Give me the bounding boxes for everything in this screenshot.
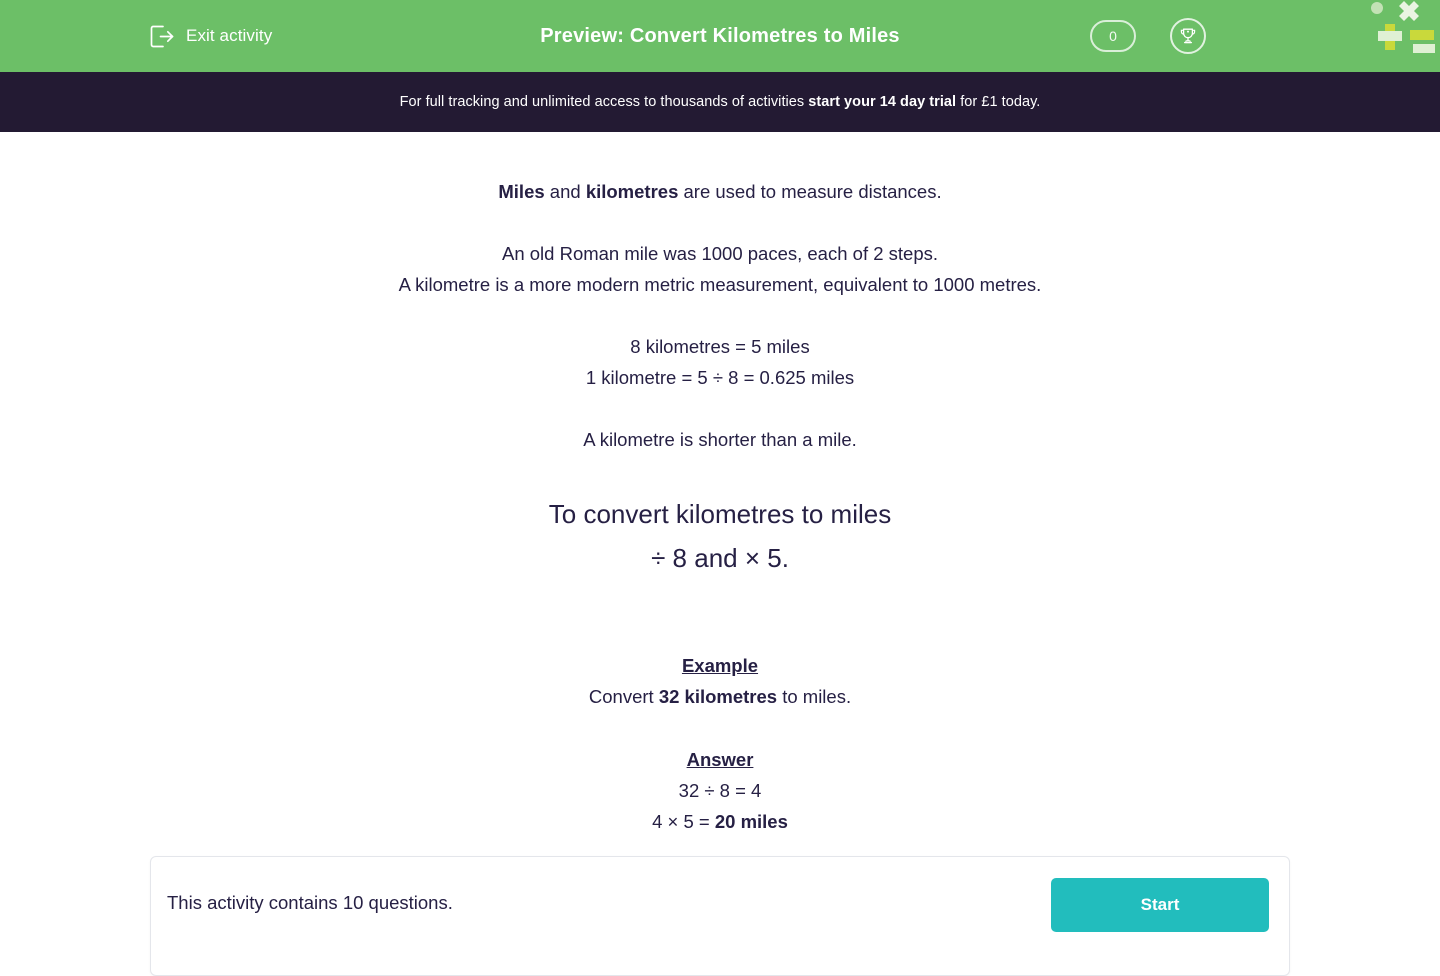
exit-door-arrow-icon	[149, 24, 175, 49]
exit-activity-label: Exit activity	[186, 26, 273, 45]
convert-heading-line-1: To convert kilometres to miles	[548, 499, 892, 529]
example-prefix: Convert	[588, 686, 659, 707]
roman-mile-line: An old Roman mile was 1000 paces, each of 2 steps.	[501, 243, 939, 264]
intro-mid: and	[544, 181, 586, 202]
example-line	[0, 681, 1440, 712]
answer-heading: Answer	[686, 749, 754, 770]
metric-line: A kilometre is a more modern metric measurement, equivalent to 1000 metres.	[398, 274, 1042, 295]
spacer-2	[0, 712, 1440, 744]
exit-activity-button[interactable]	[149, 0, 272, 72]
answer-line-1: 32 ÷ 8 = 4	[678, 780, 762, 801]
trophy-button[interactable]	[1170, 18, 1206, 54]
answer-line-2-bold: 20 miles	[714, 811, 788, 832]
score-badge[interactable]: 0	[1090, 20, 1136, 52]
intro-tail: are used to measure distances.	[678, 181, 942, 202]
question-count-note: This activity contains 10 questions.	[167, 892, 453, 913]
equation-line-1: 8 kilometres = 5 miles	[630, 336, 810, 357]
example-bold: 32 kilometres	[658, 686, 778, 707]
intro-bold-kilometres: kilometres	[585, 181, 679, 202]
convert-heading-line-2: ÷ 8 and × 5.	[651, 543, 789, 573]
example-heading: Example	[681, 655, 759, 676]
page-title: Preview: Convert Kilometres to Miles	[540, 25, 900, 47]
trial-banner-text	[400, 94, 1041, 110]
start-button[interactable]: Start	[1051, 878, 1269, 932]
intro-bold-miles: Miles	[498, 181, 545, 202]
example-suffix: to miles.	[777, 686, 852, 707]
trial-prefix: For full tracking and unlimited access to thousands of activities	[399, 94, 809, 110]
decorative-shapes	[1355, 0, 1440, 58]
trial-bold: start your 14 day trial	[808, 94, 957, 110]
intro-paragraph	[0, 176, 1440, 207]
equation-line-2: 1 kilometre = 5 ÷ 8 = 0.625 miles	[585, 367, 855, 388]
activity-info-card	[150, 856, 1290, 976]
trial-suffix: for £1 today.	[956, 94, 1041, 110]
lesson-content	[0, 132, 1440, 837]
spacer	[0, 580, 1440, 650]
answer-line-2	[0, 806, 1440, 837]
comparison-line: A kilometre is shorter than a mile.	[583, 429, 857, 450]
trial-banner	[0, 72, 1440, 132]
answer-line-2-prefix: 4 × 5 =	[652, 811, 715, 832]
convert-heading	[0, 492, 1440, 580]
top-app-bar	[0, 0, 1440, 72]
trophy-icon	[1178, 26, 1198, 46]
